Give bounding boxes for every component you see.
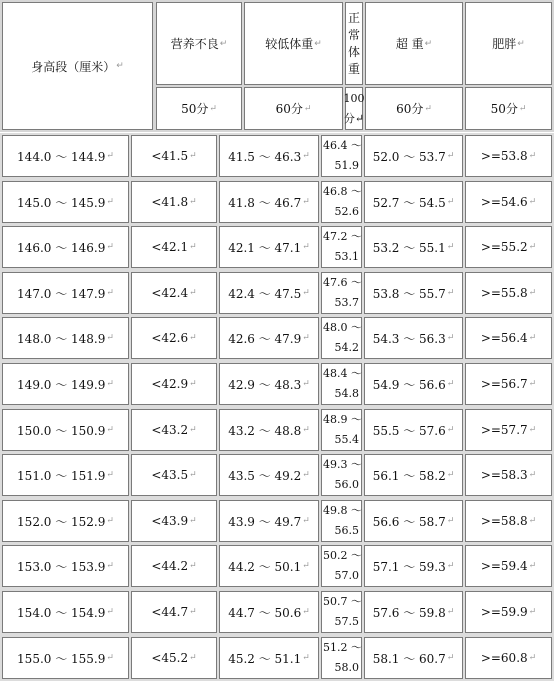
- cell-obese: [465, 637, 552, 679]
- cell-overweight-text: 58.1 ～ 60.7: [372, 651, 446, 666]
- normal-range-start: 48.4 ～: [323, 367, 362, 380]
- paragraph-mark-icon: ↵: [106, 151, 114, 161]
- cell-low-weight-text: 43.9 ～ 49.7: [228, 514, 302, 529]
- paragraph-mark-icon: ↵: [528, 379, 537, 389]
- cell-height-text: 155.0 ～ 155.9: [17, 651, 106, 666]
- cell-malnutrition: [131, 135, 217, 177]
- paragraph-mark-icon: ↵: [189, 379, 197, 389]
- cell-malnutrition: [131, 226, 217, 268]
- paragraph-mark-icon: ↵: [189, 425, 197, 435]
- normal-range-start: 46.8 ～: [323, 185, 362, 198]
- paragraph-mark-icon: ↵: [446, 379, 455, 389]
- paragraph-mark-icon: ↵: [189, 561, 197, 571]
- cell-overweight: [364, 135, 463, 177]
- normal-range-start: 50.7 ～: [323, 595, 362, 608]
- cell-height: [2, 272, 129, 314]
- cell-overweight-text: 57.6 ～ 59.8: [372, 605, 446, 620]
- paragraph-mark-icon: ↵: [189, 288, 197, 298]
- cell-normal-weight: [321, 637, 362, 679]
- normal-range-start: 49.3 ～: [323, 458, 362, 471]
- header-malnutrition: 营养不良 ↵: [156, 2, 242, 85]
- paragraph-mark-icon: ↵: [528, 242, 537, 252]
- cell-low-weight-text: 43.2 ～ 48.8: [228, 423, 302, 438]
- paragraph-mark-icon: ↵: [446, 288, 455, 298]
- cell-height: [2, 545, 129, 587]
- paragraph-mark-icon: ↵: [446, 197, 455, 207]
- cell-malnutrition: [131, 500, 217, 542]
- cell-low-weight: [219, 591, 319, 633]
- cell-obese-text: >=55.2: [480, 240, 528, 254]
- cell-height: [2, 135, 129, 177]
- cell-obese: [465, 272, 552, 314]
- cell-obese: [465, 226, 552, 268]
- cell-height-text: 154.0 ～ 154.9: [17, 605, 106, 620]
- cell-height: [2, 317, 129, 359]
- cell-height: [2, 181, 129, 223]
- cell-low-weight: [219, 226, 319, 268]
- cell-malnutrition-text: <42.4: [151, 286, 189, 300]
- cell-malnutrition-text: <44.2: [151, 559, 189, 573]
- paragraph-mark-icon: ↵: [189, 607, 197, 617]
- normal-range-end: 54.8: [334, 387, 359, 400]
- normal-range-start: 48.0 ～: [323, 321, 362, 334]
- cell-height-text: 148.0 ～ 148.9: [17, 331, 106, 346]
- cell-normal-weight: [321, 181, 362, 223]
- cell-low-weight: [219, 637, 319, 679]
- cell-height: [2, 637, 129, 679]
- header-overweight: 超 重 ↵: [365, 2, 463, 85]
- cell-low-weight: [219, 317, 319, 359]
- header-height-label: 身高段（厘米）: [31, 59, 116, 74]
- cell-obese: [465, 409, 552, 451]
- normal-range-end: 57.5: [334, 615, 359, 628]
- cell-malnutrition: [131, 181, 217, 223]
- cell-obese-text: >=55.8: [480, 286, 528, 300]
- paragraph-mark-icon: ↵: [446, 470, 455, 480]
- paragraph-mark-icon: ↵: [528, 607, 537, 617]
- cell-normal-weight: [321, 545, 362, 587]
- cell-obese: [465, 135, 552, 177]
- cell-height-text: 152.0 ～ 152.9: [17, 514, 106, 529]
- normal-range-start: 46.4 ～: [323, 139, 362, 152]
- cell-obese: [465, 363, 552, 405]
- paragraph-mark-icon: ↵: [302, 151, 310, 161]
- cell-overweight: [364, 226, 463, 268]
- paragraph-mark-icon: ↵: [106, 197, 114, 207]
- paragraph-mark-icon: ↵: [189, 653, 197, 663]
- cell-height-text: 146.0 ～ 146.9: [17, 240, 106, 255]
- cell-overweight: [364, 317, 463, 359]
- cell-height-text: 144.0 ～ 144.9: [17, 149, 106, 164]
- header-obese: 肥胖 ↵: [465, 2, 552, 85]
- cell-height: [2, 500, 129, 542]
- cell-normal-weight: [321, 226, 362, 268]
- cell-overweight-text: 57.1 ～ 59.3: [372, 559, 446, 574]
- cell-obese-text: >=57.7: [480, 423, 528, 437]
- paragraph-mark-icon: ↵: [446, 151, 455, 161]
- cell-height-text: 145.0 ～ 145.9: [17, 195, 106, 210]
- cell-low-weight-text: 44.7 ～ 50.6: [228, 605, 302, 620]
- cell-overweight-text: 52.7 ～ 54.5: [372, 195, 446, 210]
- cell-height-text: 149.0 ～ 149.9: [17, 377, 106, 392]
- paragraph-mark-icon: ↵: [528, 470, 537, 480]
- cell-obese: [465, 317, 552, 359]
- normal-range-end: 53.1: [334, 250, 359, 263]
- cell-obese-text: >=53.8: [480, 149, 528, 163]
- cell-low-weight-text: 41.8 ～ 46.7: [228, 195, 302, 210]
- cell-normal-weight: [321, 135, 362, 177]
- cell-malnutrition: [131, 363, 217, 405]
- cell-overweight-text: 53.2 ～ 55.1: [372, 240, 446, 255]
- cell-normal-weight: [321, 500, 362, 542]
- cell-overweight: [364, 454, 463, 496]
- cell-malnutrition: [131, 317, 217, 359]
- cell-overweight-text: 52.0 ～ 53.7: [372, 149, 446, 164]
- cell-malnutrition-text: <42.6: [151, 331, 189, 345]
- paragraph-mark-icon: ↵: [106, 561, 114, 571]
- cell-low-weight-text: 44.2 ～ 50.1: [228, 559, 302, 574]
- cell-low-weight-text: 42.6 ～ 47.9: [228, 331, 302, 346]
- cell-obese-text: >=60.8: [480, 651, 528, 665]
- cell-obese-text: >=59.9: [480, 605, 528, 619]
- cell-malnutrition: [131, 637, 217, 679]
- paragraph-mark-icon: ↵: [446, 607, 455, 617]
- cell-malnutrition-text: <41.5: [151, 149, 189, 163]
- cell-overweight: [364, 181, 463, 223]
- paragraph-mark-icon: ↵: [302, 425, 310, 435]
- paragraph-mark-icon: ↵: [106, 425, 114, 435]
- paragraph-mark-icon: ↵: [528, 288, 537, 298]
- score-overweight: 60分 ↵: [365, 87, 463, 130]
- paragraph-mark-icon: ↵: [446, 516, 455, 526]
- normal-range-start: 47.2 ～: [323, 230, 362, 243]
- cell-overweight-text: 53.8 ～ 55.7: [372, 286, 446, 301]
- cell-obese: [465, 545, 552, 587]
- cell-overweight-text: 56.1 ～ 58.2: [372, 468, 446, 483]
- normal-range-end: 57.0: [334, 569, 359, 582]
- paragraph-mark-icon: ↵: [446, 242, 455, 252]
- paragraph-mark-icon: ↵: [302, 288, 310, 298]
- header-normal-weight-char: 体: [347, 44, 360, 59]
- cell-malnutrition-text: <43.2: [151, 423, 189, 437]
- cell-malnutrition-text: <42.9: [151, 377, 189, 391]
- normal-range-end: 58.0: [334, 661, 359, 674]
- cell-low-weight: [219, 363, 319, 405]
- normal-range-start: 49.8 ～: [323, 504, 362, 517]
- cell-low-weight: [219, 409, 319, 451]
- paragraph-mark-icon: ↵: [528, 561, 537, 571]
- cell-low-weight: [219, 181, 319, 223]
- paragraph-mark-icon: ↵: [106, 333, 114, 343]
- cell-obese-text: >=59.4: [480, 559, 528, 573]
- paragraph-mark-icon: ↵: [528, 151, 537, 161]
- paragraph-mark-icon: ↵: [528, 425, 537, 435]
- paragraph-mark-icon: ↵: [446, 425, 455, 435]
- cell-overweight: [364, 272, 463, 314]
- score-normal-weight: [345, 87, 363, 130]
- cell-malnutrition: [131, 454, 217, 496]
- paragraph-mark-icon: ↵: [302, 607, 310, 617]
- paragraph-mark-icon: ↵: [189, 333, 197, 343]
- cell-height-text: 151.0 ～ 151.9: [17, 468, 106, 483]
- cell-overweight-text: 54.3 ～ 56.3: [372, 331, 446, 346]
- paragraph-mark-icon: ↵: [528, 516, 537, 526]
- cell-malnutrition-text: <42.1: [151, 240, 189, 254]
- cell-malnutrition-text: <43.5: [151, 468, 189, 482]
- normal-range-end: 53.7: [334, 296, 359, 309]
- cell-normal-weight: [321, 409, 362, 451]
- paragraph-mark-icon: ↵: [189, 470, 197, 480]
- cell-malnutrition-text: <43.9: [151, 514, 189, 528]
- cell-obese-text: >=54.6: [480, 195, 528, 209]
- cell-height-text: 153.0 ～ 153.9: [17, 559, 106, 574]
- paragraph-mark-icon: ↵: [302, 470, 310, 480]
- paragraph-mark-icon: ↵: [302, 333, 310, 343]
- paragraph-mark-icon: ↵: [106, 242, 114, 252]
- paragraph-mark-icon: ↵: [302, 561, 310, 571]
- cell-overweight: [364, 409, 463, 451]
- paragraph-mark-icon: ↵: [106, 288, 114, 298]
- header-normal-weight-char: 重: [347, 61, 360, 76]
- paragraph-mark-icon: ↵: [302, 653, 310, 663]
- cell-low-weight: [219, 135, 319, 177]
- cell-obese-text: >=56.4: [480, 331, 528, 345]
- cell-overweight: [364, 500, 463, 542]
- normal-range-end: 55.4: [334, 433, 359, 446]
- paragraph-mark-icon: ↵: [302, 242, 310, 252]
- cell-malnutrition-text: <41.8: [151, 195, 189, 209]
- normal-range-start: 48.9 ～: [323, 413, 362, 426]
- cell-low-weight-text: 45.2 ～ 51.1: [228, 651, 302, 666]
- cell-normal-weight: [321, 272, 362, 314]
- cell-malnutrition: [131, 272, 217, 314]
- score-malnutrition: 50分 ↵: [156, 87, 242, 130]
- cell-overweight: [364, 591, 463, 633]
- paragraph-mark-icon: ↵: [446, 561, 455, 571]
- cell-malnutrition: [131, 545, 217, 587]
- cell-obese-text: >=56.7: [480, 377, 528, 391]
- paragraph-mark-icon: ↵: [446, 333, 455, 343]
- paragraph-mark-icon: ↵: [106, 379, 114, 389]
- header-height-segment: [2, 2, 153, 130]
- cell-height: [2, 226, 129, 268]
- cell-height: [2, 363, 129, 405]
- cell-height-text: 147.0 ～ 147.9: [17, 286, 106, 301]
- cell-malnutrition: [131, 591, 217, 633]
- header-normal-weight-char: 正: [347, 10, 360, 25]
- cell-normal-weight: [321, 363, 362, 405]
- paragraph-mark-icon: ↵: [302, 197, 310, 207]
- normal-range-end: 54.2: [334, 341, 359, 354]
- score-low-weight: 60分 ↵: [244, 87, 343, 130]
- cell-obese: [465, 591, 552, 633]
- header-normal-weight-char: 常: [347, 27, 360, 42]
- score-obese: 50分 ↵: [465, 87, 552, 130]
- header-normal-weight: [345, 2, 363, 85]
- score-normal-unit: 分↵: [343, 111, 365, 125]
- cell-obese: [465, 181, 552, 223]
- cell-normal-weight: [321, 317, 362, 359]
- cell-low-weight: [219, 545, 319, 587]
- cell-obese: [465, 500, 552, 542]
- paragraph-mark-icon: ↵: [189, 242, 197, 252]
- cell-height: [2, 591, 129, 633]
- cell-low-weight-text: 42.9 ～ 48.3: [228, 377, 302, 392]
- cell-low-weight-text: 41.5 ～ 46.3: [228, 149, 302, 164]
- cell-height-text: 150.0 ～ 150.9: [17, 423, 106, 438]
- normal-range-end: 52.6: [334, 205, 359, 218]
- cell-obese-text: >=58.8: [480, 514, 528, 528]
- normal-range-end: 51.9: [334, 159, 359, 172]
- cell-obese: [465, 454, 552, 496]
- header-low-weight: 较低体重 ↵: [244, 2, 343, 85]
- cell-height: [2, 454, 129, 496]
- paragraph-mark-icon: ↵: [189, 151, 197, 161]
- cell-low-weight: [219, 272, 319, 314]
- cell-low-weight: [219, 500, 319, 542]
- cell-malnutrition-text: <44.7: [151, 605, 189, 619]
- paragraph-mark-icon: ↵: [106, 607, 114, 617]
- paragraph-mark-icon: ↵: [302, 516, 310, 526]
- paragraph-mark-icon: ↵: [106, 470, 114, 480]
- cell-normal-weight: [321, 454, 362, 496]
- normal-range-end: 56.5: [334, 524, 359, 537]
- normal-range-start: 47.6 ～: [323, 276, 362, 289]
- normal-range-start: 50.2 ～: [323, 549, 362, 562]
- paragraph-mark-icon: ↵: [528, 333, 537, 343]
- cell-overweight-text: 55.5 ～ 57.6: [372, 423, 446, 438]
- cell-height: [2, 409, 129, 451]
- paragraph-mark-icon: ↵: [528, 197, 537, 207]
- cell-normal-weight: [321, 591, 362, 633]
- paragraph-mark-icon: ↵: [116, 61, 124, 71]
- paragraph-mark-icon: ↵: [106, 653, 114, 663]
- cell-low-weight: [219, 454, 319, 496]
- cell-obese-text: >=58.3: [480, 468, 528, 482]
- normal-range-start: 51.2 ～: [323, 641, 362, 654]
- cell-overweight: [364, 637, 463, 679]
- paragraph-mark-icon: ↵: [446, 653, 455, 663]
- cell-overweight-text: 56.6 ～ 58.7: [372, 514, 446, 529]
- paragraph-mark-icon: ↵: [106, 516, 114, 526]
- cell-low-weight-text: 43.5 ～ 49.2: [228, 468, 302, 483]
- paragraph-mark-icon: ↵: [528, 653, 537, 663]
- paragraph-mark-icon: ↵: [302, 379, 310, 389]
- cell-low-weight-text: 42.1 ～ 47.1: [228, 240, 302, 255]
- cell-malnutrition-text: <45.2: [151, 651, 189, 665]
- cell-low-weight-text: 42.4 ～ 47.5: [228, 286, 302, 301]
- cell-overweight: [364, 363, 463, 405]
- cell-overweight: [364, 545, 463, 587]
- paragraph-mark-icon: ↵: [189, 197, 197, 207]
- paragraph-mark-icon: ↵: [189, 516, 197, 526]
- cell-malnutrition: [131, 409, 217, 451]
- normal-range-end: 56.0: [334, 478, 359, 491]
- score-normal-number: 100: [343, 91, 365, 105]
- cell-overweight-text: 54.9 ～ 56.6: [372, 377, 446, 392]
